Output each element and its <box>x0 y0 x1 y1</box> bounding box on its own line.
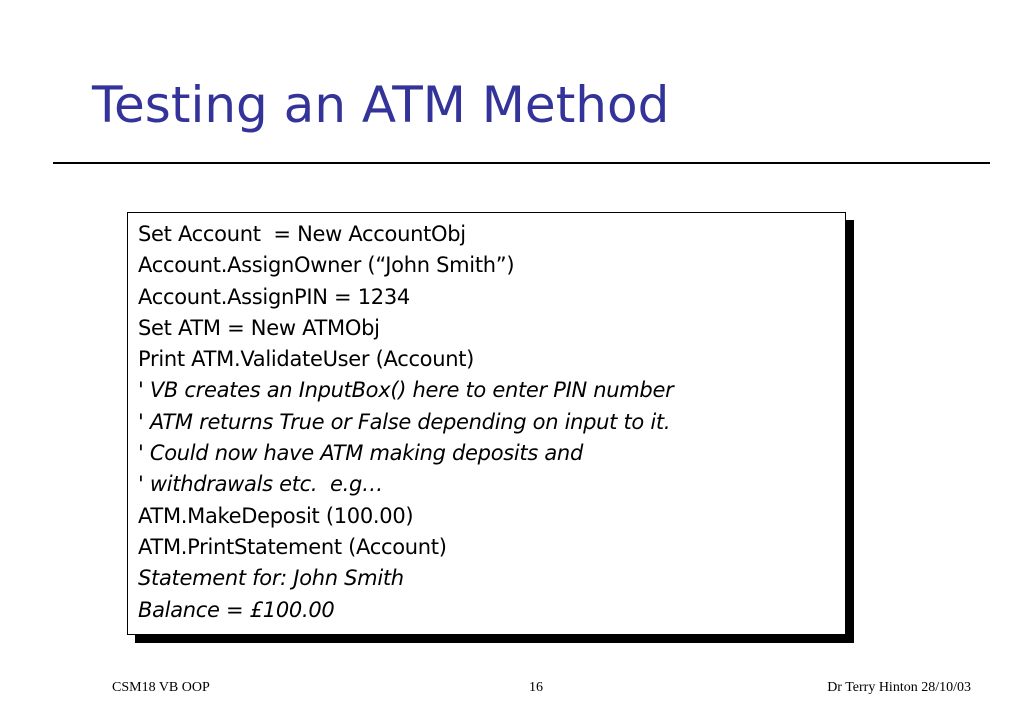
footer-page-number: 16 <box>529 680 543 695</box>
code-comment-line: ' Could now have ATM making deposits and <box>138 441 583 466</box>
statement-output-line: Balance = £100.00 <box>138 597 335 622</box>
code-comment-line: ' ATM returns True or False depending on input to it. <box>138 409 671 434</box>
code-line: Print ATM.ValidateUser (Account) <box>138 347 475 372</box>
code-line: Set ATM = New ATMObj <box>138 315 380 340</box>
code-line: ATM.MakeDeposit (100.00) <box>138 503 414 528</box>
code-line: Set Account = New AccountObj <box>138 222 466 246</box>
statement-output-line: Statement for: John Smith <box>138 566 404 591</box>
code-lines <box>138 219 673 626</box>
footer-course: CSM18 VB OOP <box>112 680 210 695</box>
code-line: Account.AssignPIN = 1234 <box>138 284 410 309</box>
title-divider <box>53 162 990 164</box>
code-comment-line: ' VB creates an InputBox() here to enter PIN number <box>138 378 674 403</box>
code-line: Account.AssignOwner (“John Smith”) <box>138 253 515 278</box>
slide-title: Testing an ATM Method <box>92 76 670 134</box>
code-line: ATM.PrintStatement (Account) <box>138 534 447 559</box>
footer-author-date: Dr Terry Hinton 28/10/03 <box>827 680 971 695</box>
code-comment-line: ' withdrawals etc. e.g… <box>138 472 383 497</box>
code-box <box>127 212 846 635</box>
